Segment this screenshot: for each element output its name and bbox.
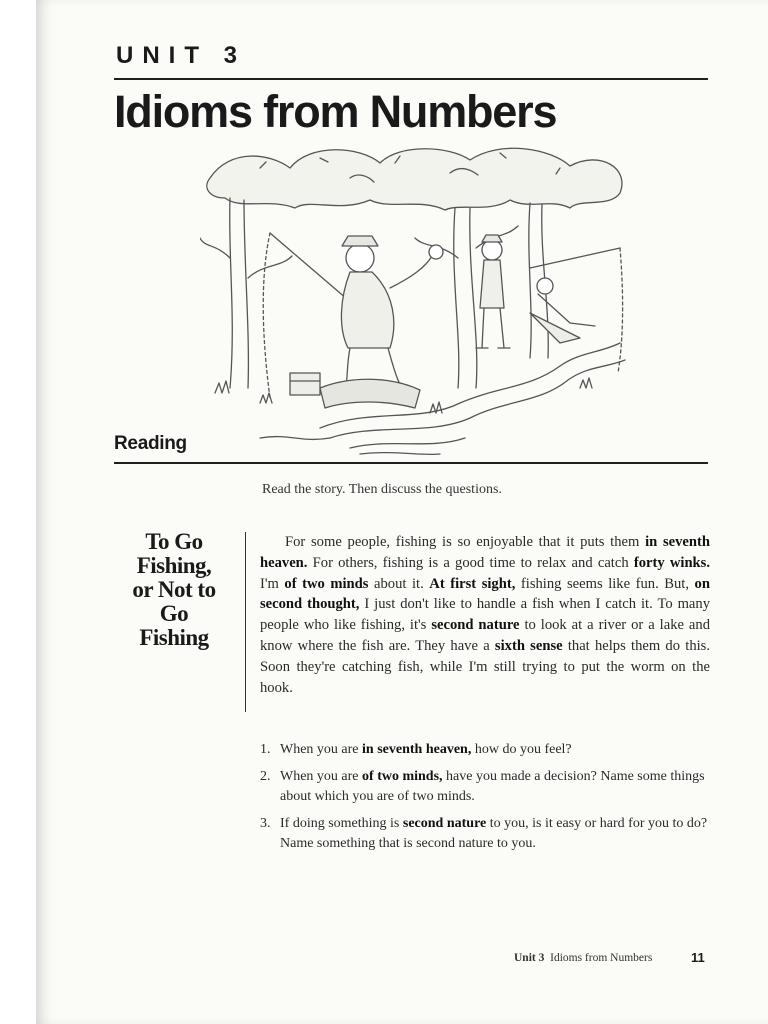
page-binding	[0, 0, 36, 1024]
idiom-phrase: sixth sense	[494, 637, 563, 654]
story-title-line: Fishing	[139, 625, 209, 650]
question-text: When you are	[280, 769, 363, 784]
question-item	[260, 814, 710, 854]
fishing-illustration	[200, 138, 640, 458]
story-divider	[245, 532, 246, 712]
story-title-line: Fishing,	[136, 553, 212, 578]
reading-instructions: Read the story. Then discuss the questions.	[262, 482, 502, 497]
story-title-line: To Go	[145, 529, 203, 554]
idiom-phrase: in seventh heaven,	[362, 742, 472, 757]
question-text: If doing something is	[280, 816, 403, 831]
idiom-phrase: second nature	[402, 816, 487, 831]
story-title	[114, 530, 234, 650]
idiom-phrase: At first sight,	[429, 575, 516, 592]
story-text: I'm	[260, 575, 285, 592]
question-item	[260, 740, 710, 760]
story-text: For others, fishing is a good time to relax and catch	[307, 554, 634, 571]
footer-title: Idioms from Numbers	[550, 952, 653, 964]
page-number: 11	[691, 950, 705, 965]
footer-unit: Unit 3	[514, 952, 545, 964]
story-text: For some people, fishing is so enjoyable that it puts them	[285, 534, 646, 550]
idiom-phrase: forty winks.	[633, 554, 711, 571]
idiom-phrase: of two minds	[284, 575, 369, 592]
story-text: fishing seems like fun. But,	[515, 575, 695, 592]
question-text: to you, is it easy or hard for you to do? Name something that is second nature to you.	[280, 816, 708, 851]
page-footer	[514, 952, 652, 964]
section-rule	[114, 462, 708, 464]
story-paragraph	[260, 532, 710, 698]
question-text: When you are	[280, 742, 363, 757]
question-text: how do you feel?	[471, 742, 572, 757]
unit-title: Idioms from Numbers	[114, 86, 557, 137]
story-text: I just don't like to handle a fish when I catch it. To many people who like fishing, it's	[260, 596, 710, 634]
section-heading-reading: Reading	[114, 433, 187, 454]
idiom-phrase: of two minds,	[362, 769, 443, 784]
question-item	[260, 767, 710, 807]
story-text: that helps them do this. Soon they're catching fish, while I'm still trying to put the worm on the hook.	[260, 637, 710, 696]
discussion-questions	[260, 740, 710, 861]
question-text: have you made a decision? Name some things about which you are of two minds.	[280, 769, 705, 804]
question-number: 1.	[260, 742, 271, 757]
story-text: about it.	[368, 575, 430, 592]
story-title-line: Go	[159, 601, 189, 626]
idiom-phrase: on second thought,	[260, 575, 710, 613]
idiom-phrase: in seventh heaven.	[260, 534, 710, 571]
header-rule	[114, 78, 708, 80]
question-number: 2.	[260, 769, 271, 784]
story-text: to look at a river or a lake and know where the fish are. They have a	[260, 617, 710, 654]
unit-label: UNIT 3	[116, 42, 247, 69]
question-number: 3.	[260, 816, 271, 831]
story-title-line: or Not to	[132, 577, 216, 602]
idiom-phrase: second nature	[431, 617, 520, 634]
